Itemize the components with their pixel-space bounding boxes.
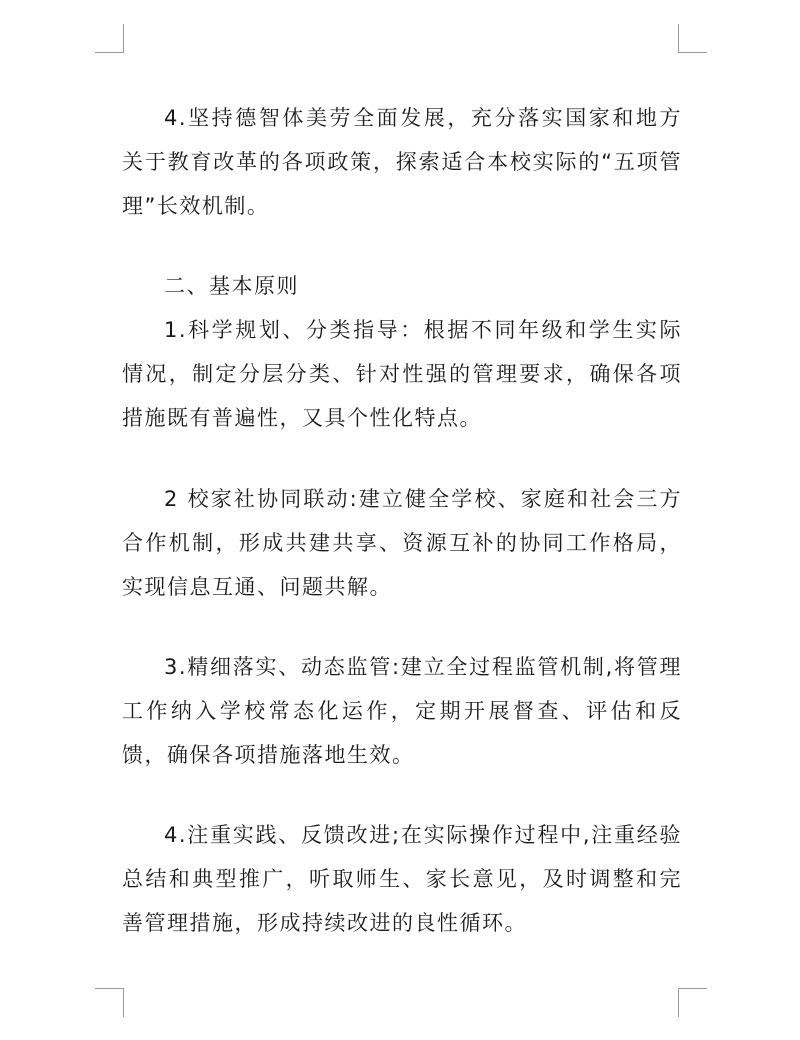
- crop-mark-bottom-right: [678, 988, 707, 1017]
- crop-mark-top-right: [678, 24, 707, 53]
- principle-paragraph-4: 4.注重实践、反馈改进;在实际操作过程中,注重经验总结和典型推广，听取师生、家长意见，及时调整和完善管理措施，形成持续改进的良性循环。: [122, 823, 682, 935]
- crop-mark-top-left: [95, 24, 124, 53]
- section-heading: 二、基本原则: [164, 274, 299, 298]
- principle-block-1: [122, 308, 682, 440]
- section-heading-block: [122, 264, 682, 308]
- principle-paragraph-1: 1.科学规划、分类指导：根据不同年级和学生实际情况，制定分层分类、针对性强的管理要求，确保各项措施既有普遍性，又具个性化特点。: [122, 318, 682, 430]
- crop-mark-bottom-left: [95, 988, 124, 1017]
- principle-block-2: [122, 477, 682, 609]
- principle-block-3: [122, 645, 682, 777]
- intro-paragraph-block: [122, 96, 682, 228]
- principle-paragraph-2: 2 校家社协同联动:建立健全学校、家庭和社会三方合作机制，形成共建共享、资源互补的协同工作格局，实现信息互通、问题共解。: [122, 487, 682, 599]
- intro-paragraph: 4.坚持德智体美劳全面发展，充分落实国家和地方关于教育改革的各项政策，探索适合本校实际的“五项管理”长效机制。: [122, 106, 682, 218]
- principle-block-4: [122, 813, 682, 945]
- principle-paragraph-3: 3.精细落实、动态监管:建立全过程监管机制,将管理工作纳入学校常态化运作，定期开展督查、评估和反馈，确保各项措施落地生效。: [122, 655, 682, 767]
